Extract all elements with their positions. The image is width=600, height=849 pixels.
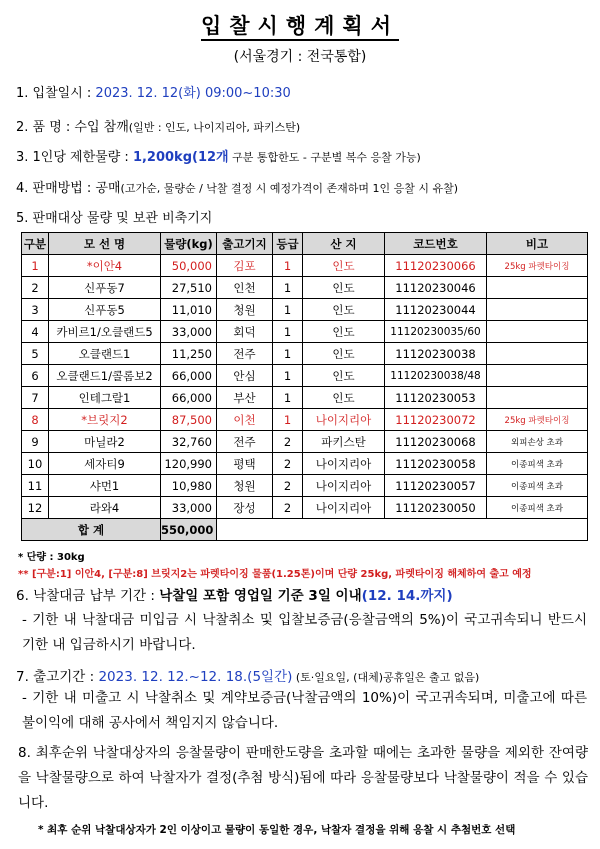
table-cell: 11,250 [161, 343, 217, 365]
table-cell: 카비르1/오클랜드5 [49, 321, 161, 343]
table-cell [487, 343, 588, 365]
table-cell: 2 [22, 277, 49, 299]
section-4: 4. 판매방법 : 공매(고가순, 물량순 / 낙찰 결정 시 예정가격이 존재하며 1인 응찰 시 유찰) [16, 181, 459, 196]
table-cell: 1 [273, 387, 303, 409]
table-cell: 인도 [303, 321, 385, 343]
table-cell: 마닐라2 [49, 431, 161, 453]
section-5: 5. 판매대상 물량 및 보관 비축기지 [16, 211, 213, 226]
table-cell: 3 [22, 299, 49, 321]
table-cell: 인도 [303, 343, 385, 365]
table-cell: 파키스탄 [303, 431, 385, 453]
table-cell: 5 [22, 343, 49, 365]
column-header: 산 지 [303, 233, 385, 255]
table-cell: 6 [22, 365, 49, 387]
column-header: 물량(kg) [161, 233, 217, 255]
table-cell: 샤먼1 [49, 475, 161, 497]
unit-note: * 단량 : 30kg [18, 552, 85, 563]
table-row [22, 343, 588, 365]
table-cell: 1 [273, 299, 303, 321]
table-cell: 인도 [303, 255, 385, 277]
table-cell: 세자티9 [49, 453, 161, 475]
table-cell: 외피손상 초과 [487, 431, 588, 453]
table-row [22, 365, 588, 387]
table-cell: 오클랜드1/콜롬보2 [49, 365, 161, 387]
table-cell: 1 [273, 343, 303, 365]
table-cell: 66,000 [161, 387, 217, 409]
table-cell [487, 277, 588, 299]
table-cell: 10,980 [161, 475, 217, 497]
total-value: 550,000 [161, 519, 217, 541]
column-header: 비고 [487, 233, 588, 255]
table-cell: 인도 [303, 277, 385, 299]
table-cell: 나이지리아 [303, 475, 385, 497]
table-row [22, 255, 588, 277]
table-cell: 33,000 [161, 497, 217, 519]
table-cell: 나이지리아 [303, 497, 385, 519]
table-cell: 김포 [217, 255, 273, 277]
table-cell: 나이지리아 [303, 409, 385, 431]
table-cell: 25kg 파렛타이징 [487, 409, 588, 431]
table-cell [487, 365, 588, 387]
table-cell: 인도 [303, 365, 385, 387]
table-cell: 27,510 [161, 277, 217, 299]
table-cell: 이천 [217, 409, 273, 431]
table-cell: 87,500 [161, 409, 217, 431]
table-row [22, 431, 588, 453]
section-6: 6. 낙찰대금 납부 기간 : 낙찰일 포함 영업일 기준 3일 이내(12. 14.까지) [16, 588, 453, 604]
table-cell: 라와4 [49, 497, 161, 519]
table-cell: 인천 [217, 277, 273, 299]
table-cell: 33,000 [161, 321, 217, 343]
table-cell [487, 321, 588, 343]
table-row [22, 409, 588, 431]
table-cell: 2 [273, 431, 303, 453]
table-cell: 10 [22, 453, 49, 475]
table-cell: *브릿지2 [49, 409, 161, 431]
table-cell: 8 [22, 409, 49, 431]
table-cell: 이종피색 초과 [487, 453, 588, 475]
section-8: 8. 최후순위 낙찰대상자의 응찰물량이 판매한도량을 초과할 때에는 초과한 물량을 제외한 잔여량을 낙찰물량으로 하여 낙찰자가 결정(추첨 방식)됨에 따라 응찰물량보다 낙찰물량이 적을 수 있습니다. [18, 745, 588, 811]
table-cell: 1 [273, 365, 303, 387]
table-cell: 7 [22, 387, 49, 409]
table-row [22, 475, 588, 497]
table-cell: 11120230058 [385, 453, 487, 475]
table-cell: 9 [22, 431, 49, 453]
table-cell: 50,000 [161, 255, 217, 277]
table-cell: 나이지리아 [303, 453, 385, 475]
table-row [22, 299, 588, 321]
table-cell: 장성 [217, 497, 273, 519]
table-cell: 11120230050 [385, 497, 487, 519]
table-cell: 이종피색 초과 [487, 497, 588, 519]
table-row [22, 277, 588, 299]
table-cell: 청원 [217, 299, 273, 321]
table-cell: 회덕 [217, 321, 273, 343]
table-cell: 2 [273, 475, 303, 497]
table-cell: 11120230072 [385, 409, 487, 431]
table-cell: 11120230066 [385, 255, 487, 277]
table-cell: 1 [273, 409, 303, 431]
table-cell: 인테그랄1 [49, 387, 161, 409]
table-cell: 1 [273, 321, 303, 343]
table-cell: 1112023003​5/60 [385, 321, 487, 343]
table-cell: 120,990 [161, 453, 217, 475]
table-cell [487, 299, 588, 321]
table-cell: 인도 [303, 299, 385, 321]
table-cell: 전주 [217, 343, 273, 365]
section-6-body: - 기한 내 낙찰대금 미입금 시 낙찰취소 및 입찰보증금(응찰금액의 5%)이 국고귀속되니 반드시 기한 내 입금하시기 바랍니다. [22, 612, 587, 653]
table-cell: 25kg 파렛타이징 [487, 255, 588, 277]
table-cell: 11120230057 [385, 475, 487, 497]
table-cell: 이종피색 초과 [487, 475, 588, 497]
table-cell: *이안4 [49, 255, 161, 277]
table-cell: 32,760 [161, 431, 217, 453]
table-cell: 인도 [303, 387, 385, 409]
section-3: 3. 1인당 제한물량 : 1,200kg(12개 구분 통합한도 - 구분별 복수 응찰 가능) [16, 150, 421, 165]
table-cell: 평택 [217, 453, 273, 475]
table-cell: 1 [273, 255, 303, 277]
table-cell: 11120230046 [385, 277, 487, 299]
table-cell: 66,000 [161, 365, 217, 387]
table-cell [487, 387, 588, 409]
stock-table [21, 232, 588, 541]
table-cell: 2 [273, 497, 303, 519]
table-cell: 11120230038 [385, 343, 487, 365]
total-label: 합 계 [22, 519, 161, 541]
table-cell: 안심 [217, 365, 273, 387]
table-cell: 4 [22, 321, 49, 343]
table-row [22, 387, 588, 409]
table-cell: 11120230053 [385, 387, 487, 409]
table-cell: 부산 [217, 387, 273, 409]
total-row [22, 519, 588, 541]
column-header: 등급 [273, 233, 303, 255]
table-cell: 청원 [217, 475, 273, 497]
pallet-note: ** [구분:1] 이안4, [구분:8] 브릿지2는 파렛타이징 물품(1.25톤)이며 단량 25kg, 파렛타이징 해체하여 출고 예정 [18, 569, 532, 580]
table-cell: 11120230068 [385, 431, 487, 453]
table-cell: 오클랜드1 [49, 343, 161, 365]
section-2: 2. 품 명 : 수입 참깨(일반 : 인도, 나이지리아, 파키스탄) [16, 120, 301, 135]
page-title: 입찰시행계획서 [0, 10, 600, 40]
section-7-body: - 기한 내 미출고 시 낙찰취소 및 계약보증금(낙찰금액의 10%)이 국고귀속되며, 미출고에 따른 불이익에 대해 공사에서 책임지지 않습니다. [22, 690, 587, 731]
table-row [22, 497, 588, 519]
column-header: 구분 [22, 233, 49, 255]
table-row [22, 453, 588, 475]
column-header: 출고기지 [217, 233, 273, 255]
table-cell: 신푸동5 [49, 299, 161, 321]
table-row [22, 321, 588, 343]
table-cell: 11 [22, 475, 49, 497]
table-cell: 11,010 [161, 299, 217, 321]
table-cell: 1 [273, 277, 303, 299]
table-cell: 2 [273, 453, 303, 475]
table-cell: 12 [22, 497, 49, 519]
table-cell: 1 [22, 255, 49, 277]
table-cell: 11120230044 [385, 299, 487, 321]
column-header: 모 선 명 [49, 233, 161, 255]
table-cell: 신푸동7 [49, 277, 161, 299]
section-1: 1. 입찰일시 : 2023. 12. 12(화) 09:00~10:30 [16, 86, 291, 101]
page-subtitle: (서울경기 : 전국통합) [233, 49, 367, 65]
section-7: 7. 출고기간 : 2023. 12. 12.~12. 18.(5일간) (토·일요일, (대체)공휴일은 출고 없음) [16, 669, 480, 685]
column-header: 코드번호 [385, 233, 487, 255]
lottery-note: * 최후 순위 낙찰대상자가 2인 이상이고 물량이 동일한 경우, 낙찰자 결정을 위해 응찰 시 추첨번호 선택 [38, 824, 516, 836]
table-cell: 11120230038/48 [385, 365, 487, 387]
table-cell: 전주 [217, 431, 273, 453]
